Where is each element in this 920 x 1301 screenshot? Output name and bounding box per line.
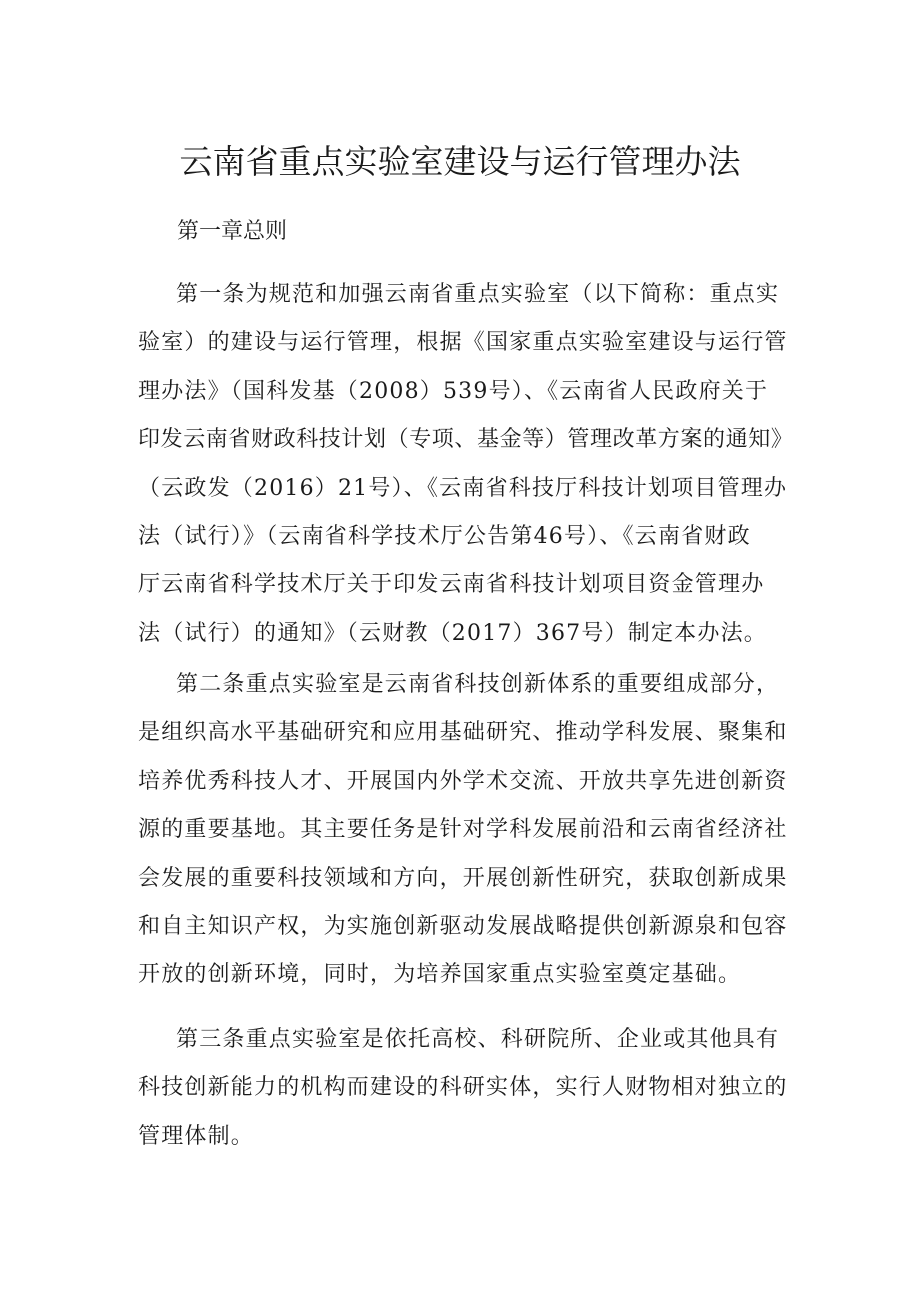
paragraph-line: 源的重要基地。其主要任务是针对学科发展前沿和云南省经济社 [138, 817, 788, 843]
chapter-heading: 第一章总则 [177, 219, 288, 244]
document-title: 云南省重点实验室建设与运行管理办法 [179, 142, 741, 181]
paragraph-line: 第二条重点实验室是云南省科技创新体系的重要组成部分， [176, 672, 780, 697]
paragraph-line: 是组织高水平基础研究和应用基础研究、推动学科发展、聚集和 [138, 720, 788, 746]
article-2-paragraph [138, 661, 798, 1000]
paragraph-line: 会发展的重要科技领域和方向，开展创新性研究，获取创新成果 [138, 865, 788, 891]
paragraph-line: 验室）的建设与运行管理，根据《国家重点实验室建设与运行管 [138, 330, 788, 356]
paragraph-line: 法（试行）的通知》（云财教（2017）367号）制定本办法。 [138, 620, 767, 646]
paragraph-line: 和自主知识产权，为实施创新驱动发展战略提供创新源泉和包容 [138, 914, 788, 940]
paragraph-line: 厅云南省科学技术厅关于印发云南省科技计划项目资金管理办 [138, 572, 765, 598]
article-1-paragraph [138, 271, 798, 658]
paragraph-line: 管理体制。 [138, 1123, 255, 1149]
paragraph-line: 理办法》（国科发基（2008）539号）、《云南省人民政府关于 [138, 378, 769, 404]
paragraph-line: 开放的创新环境，同时，为培养国家重点实验室奠定基础。 [138, 962, 742, 988]
paragraph-line: 第一条为规范和加强云南省重点实验室（以下简称：重点实 [176, 282, 780, 307]
paragraph-line: 科技创新能力的机构而建设的科研实体，实行人财物相对独立的 [138, 1075, 788, 1101]
paragraph-line: 印发云南省财政科技计划（专项、基金等）管理改革方案的通知》 [138, 427, 794, 453]
paragraph-line: 法（试行）》（云南省科学技术厅公告第46号）、《云南省财政 [138, 524, 751, 550]
paragraph-line: （云政发（2016）21号）、《云南省科技厅科技计划项目管理办 [138, 475, 788, 501]
paragraph-line: 第三条重点实验室是依托高校、科研院所、企业或其他具有 [176, 1027, 780, 1052]
paragraph-line: 培养优秀科技人才、开展国内外学术交流、开放共享先进创新资 [138, 768, 788, 794]
article-3-paragraph [138, 1016, 798, 1161]
